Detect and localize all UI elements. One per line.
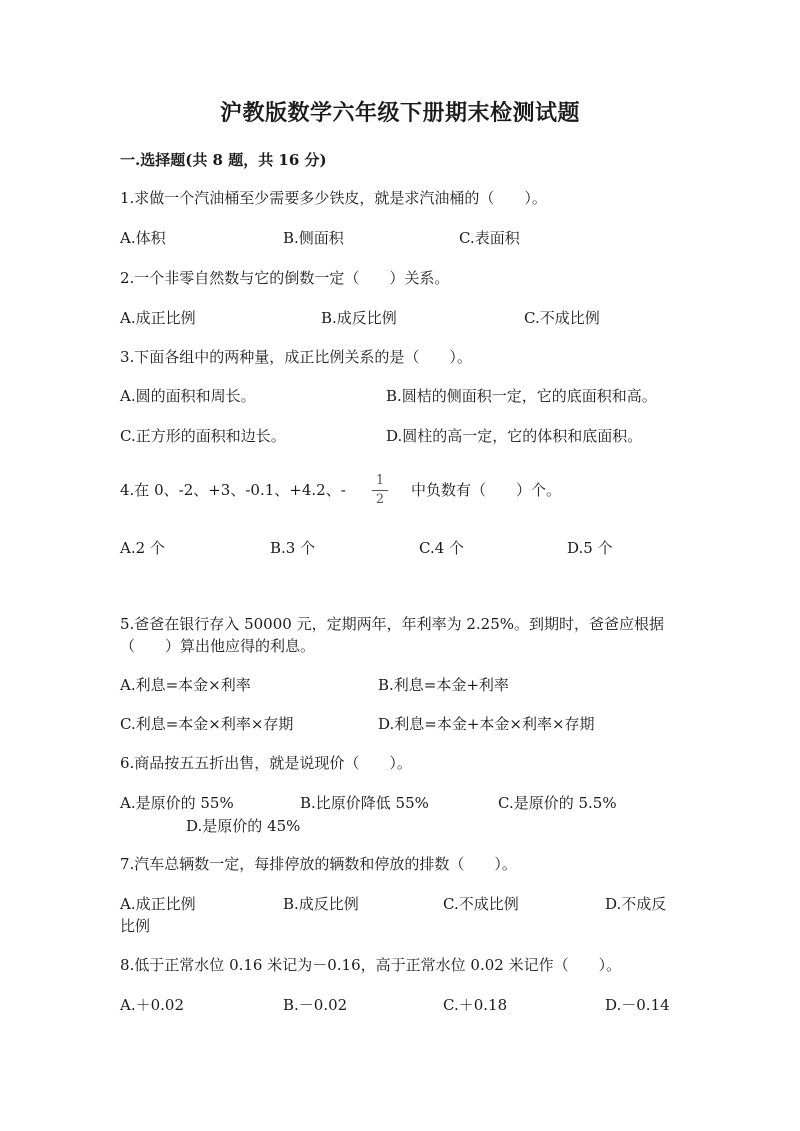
question-2-option-c: C.不成比例 — [524, 309, 600, 327]
question-8-option-d: D.－0.14 — [605, 996, 670, 1014]
question-4-option-a: A.2 个 — [120, 539, 165, 557]
page-title: 沪教版数学六年级下册期末检测试题 — [219, 100, 580, 126]
question-6-option-d: D.是原价的 45% — [186, 817, 301, 835]
question-5-option-c: C.利息=本金×利率×存期 — [120, 715, 294, 733]
question-3-option-d: D.圆柱的高一定，它的体积和底面积。 — [386, 427, 643, 445]
question-8-option-b: B.－0.02 — [283, 996, 348, 1014]
question-7-option-c: C.不成比例 — [443, 895, 519, 913]
question-6-option-b: B.比原价降低 55% — [300, 794, 429, 812]
question-2-option-b: B.成反比例 — [321, 309, 397, 327]
question-7-option-b: B.成反比例 — [283, 895, 359, 913]
question-1-option-c: C.表面积 — [459, 229, 520, 247]
fraction-bar — [372, 490, 388, 491]
question-1-stem: 1.求做一个汽油桶至少需要多少铁皮，就是求汽油桶的（ ）。 — [120, 189, 547, 207]
fraction-one-half — [372, 474, 388, 507]
question-5-stem: 5.爸爸在银行存入 50000 元，定期两年，年利率为 2.25%。到期时，爸爸应根据（ ）算出他应得的利息。 — [120, 615, 664, 655]
question-8-option-a: A.＋0.02 — [120, 996, 184, 1014]
question-5-option-b: B.利息=本金+利率 — [378, 676, 509, 694]
question-3-option-a: A.圆的面积和周长。 — [120, 387, 256, 405]
question-8-stem: 8.低于正常水位 0.16 米记为－0.16，高于正常水位 0.02 米记作（ ）。 — [120, 956, 622, 974]
question-5-option-d: D.利息=本金+本金×利率×存期 — [378, 715, 595, 733]
question-6-option-a: A.是原价的 55% — [120, 794, 234, 812]
question-4-stem-start: 4.在 0、-2、+3、-0.1、+4.2、- — [120, 481, 346, 499]
question-2-stem: 2.一个非零自然数与它的倒数一定（ ）关系。 — [120, 269, 450, 287]
question-2-option-a: A.成正比例 — [120, 309, 196, 327]
section-heading: 一.选择题(共 8 题，共 16 分) — [120, 151, 327, 169]
question-4-option-d: D.5 个 — [567, 539, 613, 557]
question-1-option-a: A.体积 — [120, 229, 166, 247]
question-4-option-c: C.4 个 — [419, 539, 465, 557]
question-8-option-c: C.＋0.18 — [443, 996, 508, 1014]
question-5-option-a: A.利息=本金×利率 — [120, 676, 251, 694]
question-7-option-d-continued: 比例 — [120, 917, 151, 935]
fraction-denominator: 2 — [375, 492, 385, 507]
question-4-stem-end: 中负数有（ ）个。 — [411, 481, 562, 499]
question-7-option-a: A.成正比例 — [120, 895, 196, 913]
question-4-option-b: B.3 个 — [270, 539, 316, 557]
question-1-option-b: B.侧面积 — [283, 229, 344, 247]
question-6-stem: 6.商品按五五折出售，就是说现价（ ）。 — [120, 754, 412, 772]
question-3-option-c: C.正方形的面积和边长。 — [120, 427, 286, 445]
question-3-option-b: B.圆桔的侧面积一定，它的底面积和高。 — [386, 387, 657, 405]
question-7-option-d: D.不成反 — [605, 895, 667, 913]
question-6-option-c: C.是原价的 5.5% — [498, 794, 617, 812]
fraction-numerator: 1 — [375, 473, 385, 488]
question-7-stem: 7.汽车总辆数一定，每排停放的辆数和停放的排数（ ）。 — [120, 855, 517, 873]
question-3-stem: 3.下面各组中的两种量，成正比例关系的是（ ）。 — [120, 348, 472, 366]
